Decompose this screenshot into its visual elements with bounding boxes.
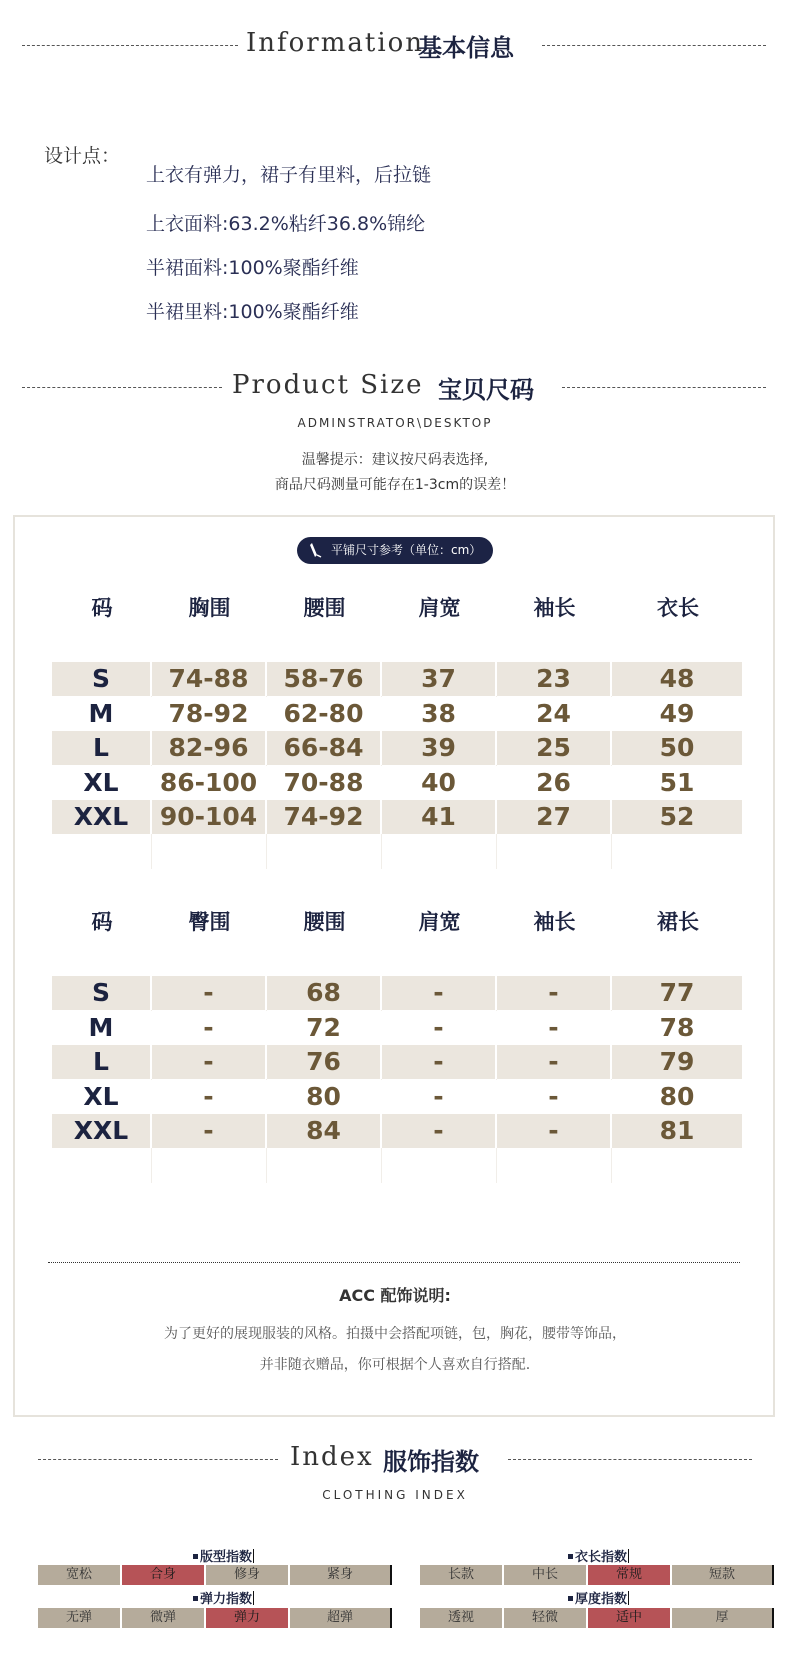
index-option-3: 超弹 bbox=[290, 1608, 392, 1628]
size-code-cell: S bbox=[52, 976, 152, 1010]
table-cell: - bbox=[152, 1011, 267, 1045]
table-cell: 58-76 bbox=[267, 662, 382, 696]
table-cell: - bbox=[152, 1045, 267, 1079]
fit-index-bar bbox=[38, 1565, 392, 1585]
size-code-cell: XXL bbox=[52, 800, 152, 834]
index-option-2: 弹力 bbox=[206, 1608, 290, 1628]
table-row bbox=[52, 662, 744, 696]
table-header-cell: 臀围 bbox=[188, 910, 231, 934]
bullet-square-icon bbox=[193, 1596, 198, 1601]
index-option-3: 厚 bbox=[672, 1608, 774, 1628]
table-cell: 27 bbox=[497, 800, 612, 834]
table-cell: 50 bbox=[612, 731, 744, 765]
index-option-0: 无弹 bbox=[38, 1608, 122, 1628]
index-option-1: 微弹 bbox=[122, 1608, 206, 1628]
table-cell: 81 bbox=[612, 1114, 744, 1148]
table-cell: 26 bbox=[497, 766, 612, 800]
table-cell: 84 bbox=[267, 1114, 382, 1148]
table-cell: 72 bbox=[267, 1011, 382, 1045]
table-cell: 79 bbox=[612, 1045, 744, 1079]
index-option-1: 轻微 bbox=[504, 1608, 588, 1628]
dotted-divider bbox=[48, 1262, 740, 1263]
table-row bbox=[52, 766, 744, 800]
table-header-cell: 裙长 bbox=[657, 910, 699, 934]
size-code-cell: L bbox=[52, 1045, 152, 1079]
table-cell: 41 bbox=[382, 800, 497, 834]
table-row bbox=[52, 976, 744, 1010]
table-cell: - bbox=[497, 976, 612, 1010]
length-index-bar bbox=[420, 1565, 774, 1585]
table-header-cell: 腰围 bbox=[303, 596, 346, 620]
section-title-en: Product Size bbox=[232, 370, 424, 400]
ruler-icon bbox=[309, 542, 323, 558]
table-cell: - bbox=[152, 976, 267, 1010]
table-cell: - bbox=[497, 1114, 612, 1148]
index-option-0: 长款 bbox=[420, 1565, 504, 1585]
acc-description-line: 并非随衣赠品，你可根据个人喜欢自行搭配. bbox=[259, 1357, 531, 1373]
table-cell: 82-96 bbox=[152, 731, 267, 765]
size-code-cell: M bbox=[52, 697, 152, 731]
index-option-3: 紧身 bbox=[290, 1565, 392, 1585]
dashed-divider bbox=[38, 1459, 278, 1460]
index-option-1: 中长 bbox=[504, 1565, 588, 1585]
table-cell: 39 bbox=[382, 731, 497, 765]
index-option-0: 宽松 bbox=[38, 1565, 122, 1585]
size-code-cell: S bbox=[52, 662, 152, 696]
table-header-cell: 衣长 bbox=[657, 596, 699, 620]
size-tip-line: 商品尺码测量可能存在1-3cm的误差！ bbox=[274, 477, 516, 493]
thickness-index-bar bbox=[420, 1608, 774, 1628]
table-cell: 78 bbox=[612, 1011, 744, 1045]
table-cell: 86-100 bbox=[152, 766, 267, 800]
table-header-cell: 袖长 bbox=[533, 596, 576, 620]
info-line: 半裙面料:100%聚酯纤维 bbox=[146, 257, 359, 279]
section-title-en: Index bbox=[290, 1442, 374, 1472]
info-line: 半裙里料:100%聚酯纤维 bbox=[146, 301, 359, 323]
size-code-cell: XXL bbox=[52, 1114, 152, 1148]
table-cell: 66-84 bbox=[267, 731, 382, 765]
table-cell: - bbox=[382, 1045, 497, 1079]
dashed-divider bbox=[508, 1459, 752, 1460]
table-row bbox=[52, 1080, 744, 1114]
dashed-divider bbox=[22, 387, 222, 388]
bullet-square-icon bbox=[193, 1554, 198, 1559]
table-row bbox=[52, 697, 744, 731]
size-code-cell: XL bbox=[52, 1080, 152, 1114]
fit-index-title: 版型指数 bbox=[193, 1546, 254, 1565]
section-title-en: Information bbox=[246, 28, 425, 58]
table-cell: 90-104 bbox=[152, 800, 267, 834]
size-code-cell: XL bbox=[52, 766, 152, 800]
table-cell: 40 bbox=[382, 766, 497, 800]
table-header-cell: 袖长 bbox=[533, 910, 576, 934]
table-cell: 38 bbox=[382, 697, 497, 731]
table-cell: 62-80 bbox=[267, 697, 382, 731]
section-header-product-size bbox=[0, 368, 790, 408]
size-sub-caption: ADMINSTRATOR\DESKTOP bbox=[297, 416, 493, 430]
table-cell: 74-92 bbox=[267, 800, 382, 834]
table-cell: - bbox=[382, 1080, 497, 1114]
table-cell: 23 bbox=[497, 662, 612, 696]
dashed-divider bbox=[542, 45, 766, 46]
table-cell: 80 bbox=[267, 1080, 382, 1114]
table-header-cell: 码 bbox=[91, 910, 113, 934]
table-header-row bbox=[52, 906, 744, 936]
section-header-index bbox=[0, 1440, 790, 1480]
table-row bbox=[52, 1114, 744, 1148]
table-cell: - bbox=[497, 1080, 612, 1114]
index-option-2: 修身 bbox=[206, 1565, 290, 1585]
table-cell: 49 bbox=[612, 697, 744, 731]
acc-title: ACC 配饰说明: bbox=[339, 1286, 451, 1305]
table-cell: 52 bbox=[612, 800, 744, 834]
index-option-1: 合身 bbox=[122, 1565, 206, 1585]
index-option-3: 短款 bbox=[672, 1565, 774, 1585]
table-cell: - bbox=[382, 976, 497, 1010]
table-cell: 25 bbox=[497, 731, 612, 765]
table-cell: - bbox=[497, 1045, 612, 1079]
index-option-2: 常规 bbox=[588, 1565, 672, 1585]
table-cell: 24 bbox=[497, 697, 612, 731]
elasticity-index-bar bbox=[38, 1608, 392, 1628]
table-cell: 48 bbox=[612, 662, 744, 696]
table-cell: 76 bbox=[267, 1045, 382, 1079]
size-code-cell: L bbox=[52, 731, 152, 765]
length-index-title: 衣长指数 bbox=[568, 1546, 629, 1565]
table-cell: 78-92 bbox=[152, 697, 267, 731]
table-cell: 77 bbox=[612, 976, 744, 1010]
index-caption: CLOTHING INDEX bbox=[322, 1488, 468, 1502]
measurement-badge bbox=[297, 537, 493, 564]
table-header-cell: 码 bbox=[91, 596, 113, 620]
table-row bbox=[52, 1011, 744, 1045]
dashed-divider bbox=[562, 387, 766, 388]
thickness-index-title: 厚度指数 bbox=[568, 1588, 629, 1607]
bullet-square-icon bbox=[568, 1554, 573, 1559]
section-title-cn: 服饰指数 bbox=[383, 1448, 479, 1476]
table-row bbox=[52, 800, 744, 834]
table-cell: 68 bbox=[267, 976, 382, 1010]
elasticity-index-title: 弹力指数 bbox=[193, 1588, 254, 1607]
table-row bbox=[52, 731, 744, 765]
section-header-information bbox=[0, 26, 790, 66]
table-header-cell: 肩宽 bbox=[418, 910, 461, 934]
table-header-cell: 胸围 bbox=[188, 596, 231, 620]
table-row bbox=[52, 1045, 744, 1079]
index-option-0: 透视 bbox=[420, 1608, 504, 1628]
section-title-cn: 基本信息 bbox=[418, 34, 514, 62]
table-header-row bbox=[52, 592, 744, 622]
design-point-label: 设计点： bbox=[44, 145, 121, 167]
size-chart-panel bbox=[13, 515, 775, 1417]
section-title-cn: 宝贝尺码 bbox=[438, 376, 534, 404]
info-line: 上衣有弹力，裙子有里料，后拉链 bbox=[146, 164, 432, 186]
measurement-badge-label: 平铺尺寸参考（单位：cm） bbox=[331, 543, 482, 557]
table-cell: - bbox=[152, 1114, 267, 1148]
size-code-cell: M bbox=[52, 1011, 152, 1045]
table-header-cell: 肩宽 bbox=[418, 596, 461, 620]
table-cell: 80 bbox=[612, 1080, 744, 1114]
table-cell: 74-88 bbox=[152, 662, 267, 696]
table-cell: 70-88 bbox=[267, 766, 382, 800]
size-tip-line: 温馨提示：建议按尺码表选择, bbox=[301, 452, 489, 468]
info-line: 上衣面料:63.2%粘纤36.8%锦纶 bbox=[146, 213, 426, 235]
table-cell: 51 bbox=[612, 766, 744, 800]
bullet-square-icon bbox=[568, 1596, 573, 1601]
index-option-2: 适中 bbox=[588, 1608, 672, 1628]
acc-description-line: 为了更好的展现服装的风格。拍摄中会搭配项链，包，胸花，腰带等饰品， bbox=[164, 1326, 626, 1342]
table-header-cell: 腰围 bbox=[303, 910, 346, 934]
dashed-divider bbox=[22, 45, 238, 46]
table-cell: - bbox=[382, 1011, 497, 1045]
table-cell: - bbox=[497, 1011, 612, 1045]
table-cell: - bbox=[152, 1080, 267, 1114]
table-cell: 37 bbox=[382, 662, 497, 696]
table-cell: - bbox=[382, 1114, 497, 1148]
